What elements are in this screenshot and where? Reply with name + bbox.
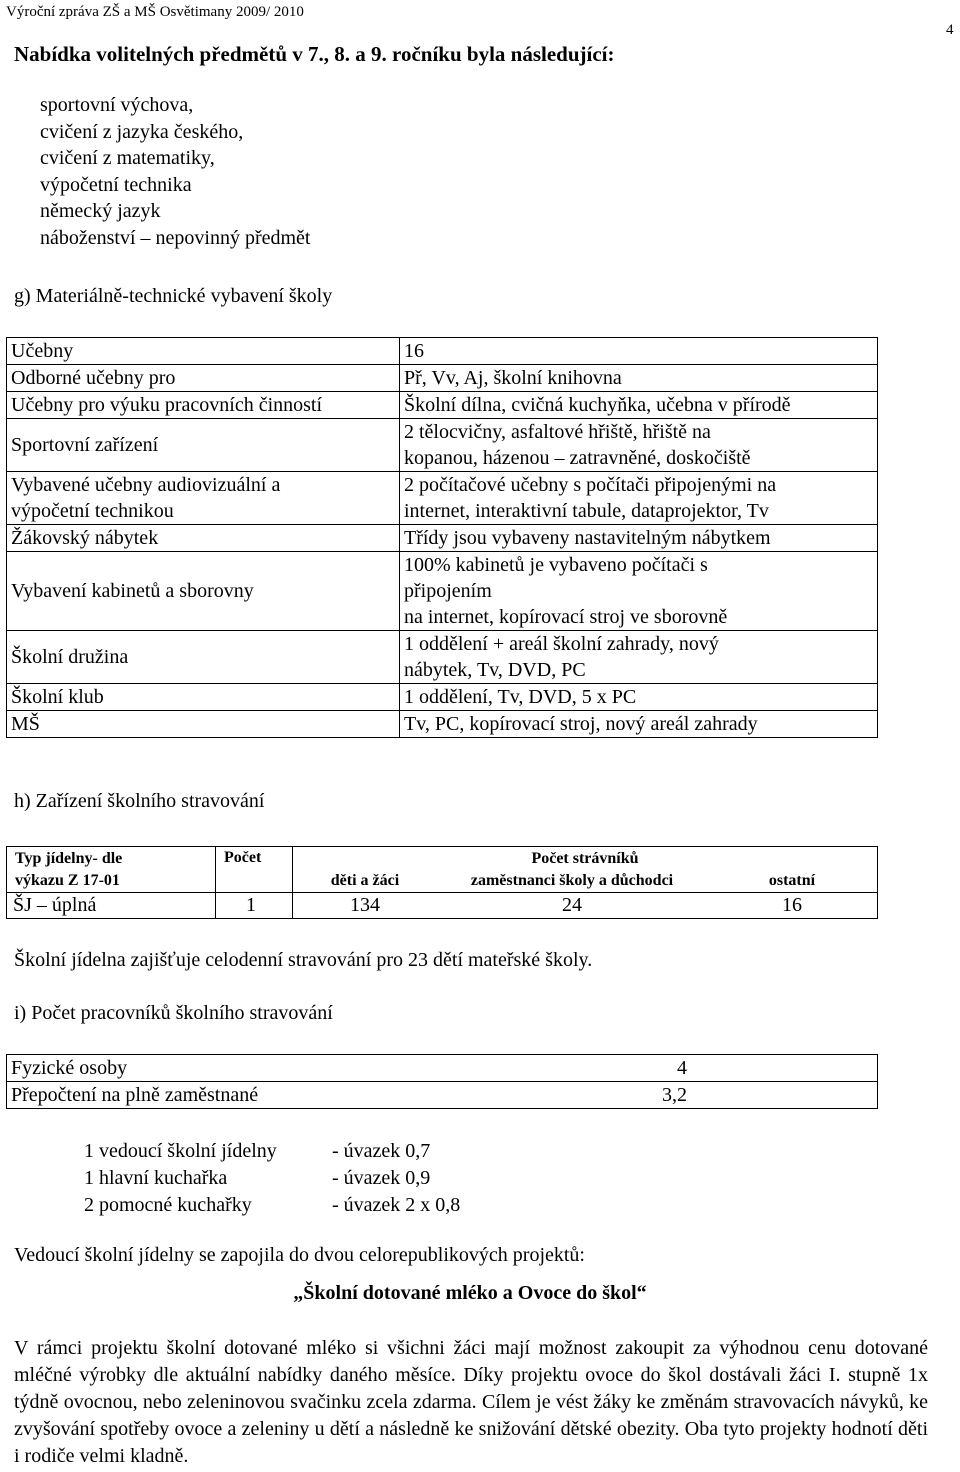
table-row (7, 1055, 878, 1082)
list-item (84, 1194, 584, 1221)
table-cell: 16 (400, 338, 878, 365)
list-item: výpočetní technika (40, 173, 192, 196)
projects-title: „Školní dotované mléko a Ovoce do škol“ (293, 1282, 647, 1304)
role-load: - úvazek 0,7 (332, 1140, 431, 1162)
list-item: sportovní výchova, (40, 94, 194, 116)
table-header-cell: Počet (216, 847, 293, 893)
role-name: 1 hlavní kuchařka (84, 1167, 228, 1189)
table-row (7, 525, 878, 552)
cell-line: internet, interaktivní tabule, dataprojektor, Tv (404, 500, 769, 522)
role-name: 1 vedoucí školní jídelny (84, 1140, 277, 1162)
table-row (7, 472, 878, 525)
table-header-cell (7, 847, 216, 893)
table-cell: MŠ (7, 711, 400, 738)
table-row (7, 365, 878, 392)
table-cell: 24 (437, 893, 707, 919)
table-row (7, 338, 878, 365)
role-load: - úvazek 2 x 0,8 (332, 1194, 461, 1216)
table-cell: 3,2 (472, 1082, 878, 1109)
list-item (84, 1167, 584, 1194)
table-cell: 134 (293, 893, 438, 919)
table-row (7, 847, 878, 871)
cell-line: výkazu Z 17-01 (15, 871, 120, 889)
table-cell: 16 (707, 893, 878, 919)
table-cell (400, 552, 878, 631)
table-cell: Odborné učebny pro (7, 365, 400, 392)
list-item: náboženství – nepovinný předmět (40, 226, 311, 249)
projects-intro: Vedoucí školní jídelny se zapojila do dvou celorepublikových projektů: (14, 1244, 585, 1266)
table-cell (400, 472, 878, 525)
table-row (7, 392, 878, 419)
table-cell: Vybavení kabinetů a sborovny (7, 552, 400, 631)
section-g-heading: g) Materiálně-technické vybavení školy (14, 285, 333, 307)
document-header: Výroční zpráva ZŠ a MŠ Osvětimany 2009/ 2010 (6, 4, 304, 20)
role-load: - úvazek 0,9 (332, 1167, 431, 1189)
cell-line: Typ jídelny- dle (15, 849, 123, 867)
staff-table (6, 1054, 878, 1109)
table-cell: 1 (216, 893, 293, 919)
subject-list (40, 92, 311, 251)
table-cell: Učebny (7, 338, 400, 365)
elective-subjects-title: Nabídka volitelných předmětů v 7., 8. a 9. ročníku byla následující: (14, 42, 615, 66)
table-row (7, 419, 878, 472)
table-cell: Tv, PC, kopírovací stroj, nový areál zahrady (400, 711, 878, 738)
cell-line: 1 oddělení + areál školní zahrady, nový (404, 633, 719, 655)
list-item: cvičení z matematiky, (40, 147, 215, 169)
section-i-heading: i) Počet pracovníků školního stravování (14, 1002, 333, 1024)
table-cell: ŠJ – úplná (7, 893, 216, 919)
cell-line: Vybavené učebny audiovizuální a (11, 474, 281, 496)
table-row (7, 1082, 878, 1109)
cell-line: 100% kabinetů je vybaveno počítači s (404, 554, 708, 576)
cell-line: kopanou, házenou – zatravněné, doskočiště (404, 447, 751, 469)
table-cell: Školní klub (7, 684, 400, 711)
table-header-cell: děti a žáci (293, 871, 438, 893)
table-row (7, 684, 878, 711)
canteen-note: Školní jídelna zajišťuje celodenní stravování pro 23 dětí mateřské školy. (14, 949, 593, 971)
cell-line: připojením (404, 580, 492, 602)
table-cell: Př, Vv, Aj, školní knihovna (400, 365, 878, 392)
table-cell (400, 419, 878, 472)
table-row (7, 552, 878, 631)
projects-paragraph: V rámci projektu školní dotované mléko si všichni žáci mají možnost zakoupit za výhodnou cenu dotované mléčné výrobky dle aktuální nabídky daného měsíce. Díky projektu ovoce do škol dostávali žáci I. stupně 1x týdně ovocnou, nebo zeleninovou svačinku zcela zdarma. Cílem je vést žáky ke změnám stravovacích návyků, ke zvyšování spotřeby ovoce a zeleniny u dětí a následně ke snižování dětské obezity. Oba tyto projekty hodnotí děti i rodiče velmi kladně. (14, 1337, 928, 1467)
list-item: německý jazyk (40, 200, 161, 222)
table-cell: Fyzické osoby (7, 1055, 472, 1082)
cell-line: 2 tělocvičny, asfaltové hřiště, hřiště na (404, 421, 711, 443)
table-row (7, 893, 878, 919)
table-row (7, 711, 878, 738)
cell-line: výpočetní technikou (11, 500, 174, 522)
table-row (7, 631, 878, 684)
cell-line: na internet, kopírovací stroj ve sborovně (404, 606, 728, 628)
table-cell: Školní družina (7, 631, 400, 684)
cell-line: nábytek, Tv, DVD, PC (404, 659, 586, 681)
cell-line: 2 počítačové učebny s počítači připojenými na (404, 474, 777, 496)
table-cell: Žákovský nábytek (7, 525, 400, 552)
table-cell: 1 oddělení, Tv, DVD, 5 x PC (400, 684, 878, 711)
table-cell: Třídy jsou vybaveny nastavitelným nábytkem (400, 525, 878, 552)
table-cell: Přepočtení na plně zaměstnané (7, 1082, 472, 1109)
staff-roles-list (84, 1140, 584, 1221)
canteen-table (6, 846, 878, 919)
table-header-cell: Počet strávníků (293, 847, 878, 871)
table-cell: Sportovní zařízení (7, 419, 400, 472)
list-item: cvičení z jazyka českého, (40, 120, 244, 143)
equipment-table (6, 337, 878, 738)
table-header-cell: zaměstnanci školy a důchodci (437, 871, 707, 893)
role-name: 2 pomocné kuchařky (84, 1194, 252, 1216)
table-cell: 4 (472, 1055, 878, 1082)
table-header-cell: ostatní (707, 871, 878, 893)
list-item (84, 1140, 584, 1167)
table-cell: Školní dílna, cvičná kuchyňka, učebna v přírodě (400, 392, 878, 419)
table-cell (400, 631, 878, 684)
table-cell: Učebny pro výuku pracovních činností (7, 392, 400, 419)
page-number: 4 (946, 22, 954, 38)
section-h-heading: h) Zařízení školního stravování (14, 790, 265, 812)
table-cell (7, 472, 400, 525)
